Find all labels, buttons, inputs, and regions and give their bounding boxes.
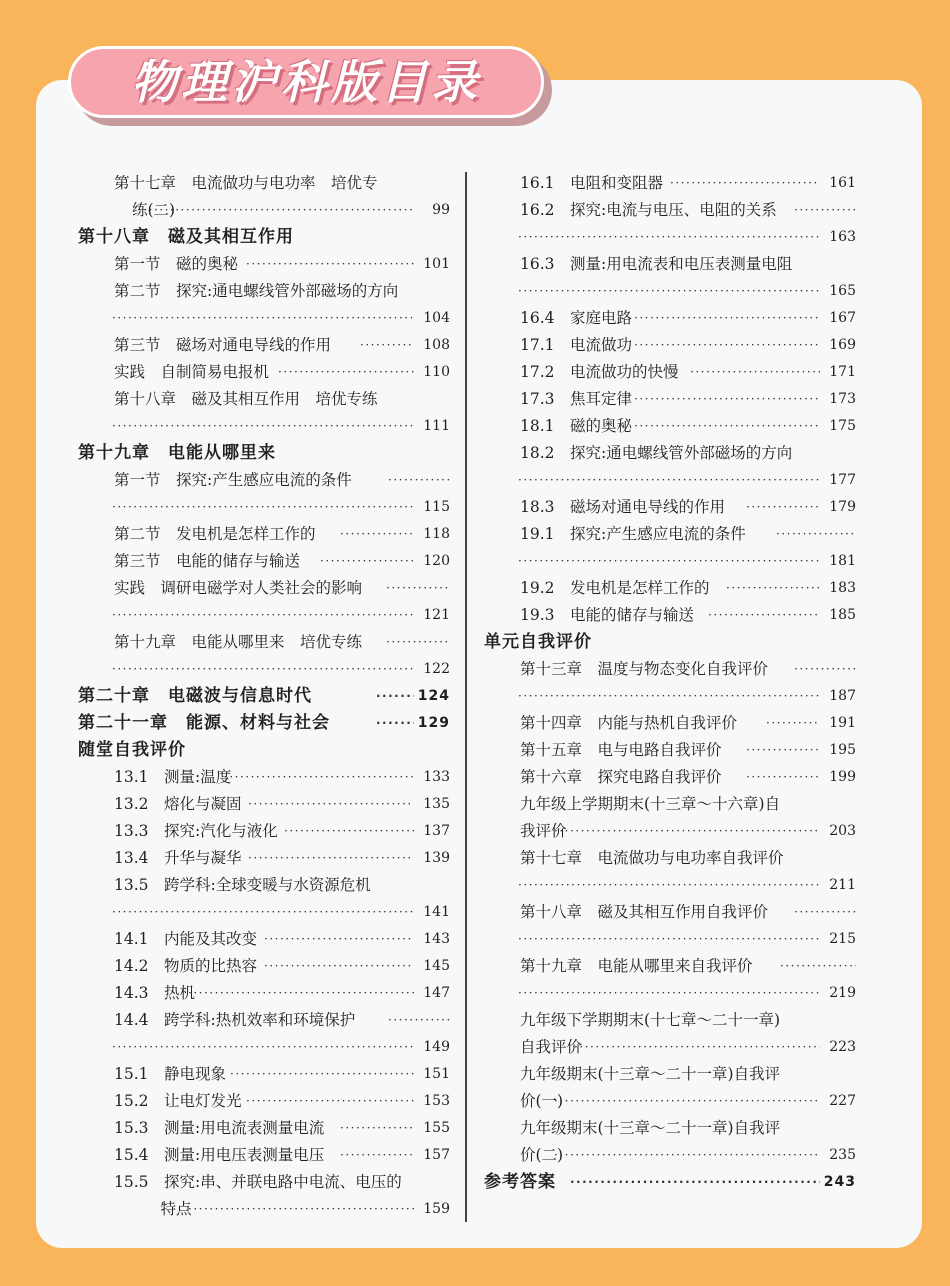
- toc-leader-dots: [246, 251, 414, 278]
- toc-entry[interactable]: [78, 899, 450, 926]
- toc-page-number: 181: [829, 553, 856, 569]
- toc-entry[interactable]: [114, 575, 450, 602]
- toc-entry[interactable]: [520, 494, 856, 521]
- toc-right-column: [484, 170, 856, 1196]
- toc-entry[interactable]: [114, 386, 450, 413]
- toc-entry-title: 14.2 物质的比热容: [114, 957, 258, 975]
- title-banner: [68, 46, 554, 128]
- toc-entry[interactable]: [114, 170, 450, 197]
- toc-entry[interactable]: [520, 737, 856, 764]
- toc-leader-dots: [746, 494, 820, 521]
- toc-leader-dots: [518, 278, 820, 305]
- toc-leader-dots: [264, 953, 414, 980]
- toc-leader-dots: [554, 1142, 820, 1169]
- toc-leader-dots: [320, 548, 414, 575]
- toc-page-number: 139: [423, 850, 450, 866]
- toc-leader-dots: [518, 926, 820, 953]
- toc-entry-title: 自我评价: [520, 1038, 583, 1056]
- toc-entry[interactable]: [132, 197, 450, 224]
- toc-page-number: 149: [423, 1039, 450, 1055]
- toc-entry-title: 18.3 磁场对通电导线的作用: [520, 498, 726, 516]
- toc-entry-title: 13.5 跨学科:全球变暖与水资源危机: [114, 876, 371, 894]
- toc-entry[interactable]: [484, 683, 856, 710]
- toc-entry[interactable]: [520, 1142, 856, 1169]
- toc-entry-title: 单元自我评价: [484, 632, 592, 652]
- toc-entry-title: 第一节 探究:产生感应电流的条件: [114, 471, 352, 489]
- toc-leader-dots: [554, 1088, 820, 1115]
- toc-page-number: 104: [423, 310, 450, 326]
- toc-page-number: 101: [423, 256, 450, 272]
- toc-entry[interactable]: [114, 1115, 450, 1142]
- toc-entry[interactable]: [78, 1034, 450, 1061]
- toc-leader-dots: [518, 467, 820, 494]
- toc-entry-title: 第十九章 电能从哪里来自我评价: [520, 957, 753, 975]
- toc-entry[interactable]: [520, 305, 856, 332]
- toc-page-number: 179: [829, 499, 856, 515]
- toc-leader-dots: [248, 791, 414, 818]
- toc-page-number: 163: [829, 229, 856, 245]
- toc-entry-title: 17.2 电流做功的快慢: [520, 363, 679, 381]
- toc-page-number: 137: [423, 823, 450, 839]
- toc-page-number: 110: [423, 364, 450, 380]
- toc-entry[interactable]: [520, 197, 856, 224]
- toc-page-number: 124: [417, 688, 450, 704]
- toc-entry-title: 九年级上学期期末(十三章～十六章)自: [520, 795, 781, 813]
- toc-entry[interactable]: [114, 1088, 450, 1115]
- toc-leader-dots: [340, 1115, 414, 1142]
- toc-leader-dots: [388, 1007, 450, 1034]
- toc-entry-title: 13.1 测量:温度: [114, 768, 232, 786]
- toc-entry[interactable]: [520, 953, 856, 980]
- toc-entry[interactable]: [114, 791, 450, 818]
- toc-page-number: 133: [423, 769, 450, 785]
- toc-leader-dots: [138, 197, 414, 224]
- toc-entry[interactable]: [520, 1034, 856, 1061]
- toc-section-heading[interactable]: [78, 683, 450, 710]
- toc-leader-dots: [188, 1196, 414, 1223]
- toc-page-number: 223: [829, 1039, 856, 1055]
- toc-entry-title: 第十八章 磁及其相互作用: [78, 227, 294, 247]
- toc-leader-dots: [340, 1142, 414, 1169]
- toc-entry-title: 第二节 探究:通电螺线管外部磁场的方向: [114, 282, 399, 300]
- toc-entry-title: 第十九章 电能从哪里来 培优专练: [114, 633, 363, 651]
- toc-entry-title: 13.3 探究:汽化与液化: [114, 822, 278, 840]
- toc-entry[interactable]: [114, 548, 450, 575]
- toc-entry-title: 13.4 升华与凝华: [114, 849, 242, 867]
- toc-page-number: 153: [423, 1093, 450, 1109]
- toc-leader-dots: [246, 1088, 414, 1115]
- toc-entry-title: 17.1 电流做功: [520, 336, 633, 354]
- toc-page-number: 215: [829, 931, 856, 947]
- toc-entry-title: 价(一): [520, 1092, 564, 1110]
- toc-page-number: 135: [423, 796, 450, 812]
- toc-entry-title: 15.1 静电现象: [114, 1065, 227, 1083]
- toc-entry[interactable]: [114, 1142, 450, 1169]
- toc-page-number: 177: [829, 472, 856, 488]
- toc-entry-title: 九年级期末(十三章～二十一章)自我评: [520, 1065, 781, 1083]
- toc-page-number: 108: [423, 337, 450, 353]
- toc-leader-dots: [388, 467, 450, 494]
- toc-page-number: 173: [829, 391, 856, 407]
- page-title: 物理沪科版目录: [131, 55, 481, 109]
- toc-page-number: 199: [829, 769, 856, 785]
- toc-leader-dots: [570, 1169, 820, 1196]
- toc-entry-title: 15.4 测量:用电压表测量电压: [114, 1146, 325, 1164]
- toc-leader-dots: [188, 980, 414, 1007]
- toc-entry-title: 第三节 电能的储存与输送: [114, 552, 301, 570]
- toc-page-number: 171: [829, 364, 856, 380]
- toc-entry[interactable]: [78, 602, 450, 629]
- toc-entry-title: 15.2 让电灯发光: [114, 1092, 242, 1110]
- toc-leader-dots: [574, 1034, 820, 1061]
- toc-leader-dots: [264, 926, 414, 953]
- toc-entry-title: 第十四章 内能与热机自我评价: [520, 714, 738, 732]
- toc-entry-title: 第十七章 电流做功与电功率自我评价: [520, 849, 784, 867]
- toc-page-number: 159: [423, 1201, 450, 1217]
- toc-entry-title: 第三节 磁场对通电导线的作用: [114, 336, 332, 354]
- toc-page-number: 203: [829, 823, 856, 839]
- toc-entry[interactable]: [114, 332, 450, 359]
- toc-entry[interactable]: [520, 386, 856, 413]
- toc-leader-dots: [112, 305, 414, 332]
- toc-entry[interactable]: [114, 1196, 450, 1223]
- toc-page-number: 187: [829, 688, 856, 704]
- toc-entry-title: 14.1 内能及其改变: [114, 930, 258, 948]
- toc-entry[interactable]: [484, 467, 856, 494]
- toc-section-heading[interactable]: [484, 1169, 856, 1196]
- toc-page-number: 99: [432, 202, 450, 218]
- toc-entry-title: 九年级期末(十三章～二十一章)自我评: [520, 1119, 781, 1137]
- toc-page-number: 169: [829, 337, 856, 353]
- toc-page-number: 151: [423, 1066, 450, 1082]
- toc-page-number: 211: [829, 877, 856, 893]
- toc-page-number: 219: [829, 985, 856, 1001]
- toc-leader-dots: [112, 899, 414, 926]
- toc-entry[interactable]: [520, 764, 856, 791]
- toc-entry-title: 第十七章 电流做功与电功率 培优专: [114, 174, 378, 192]
- toc-entry-title: 特点: [114, 1200, 192, 1218]
- toc-entry-title: 第十八章 磁及其相互作用自我评价: [520, 903, 769, 921]
- toc-entry[interactable]: [78, 494, 450, 521]
- toc-entry[interactable]: [114, 818, 450, 845]
- toc-entry[interactable]: [114, 764, 450, 791]
- toc-entry[interactable]: [520, 1007, 856, 1034]
- toc-entry-title: 14.4 跨学科:热机效率和环境保护: [114, 1011, 356, 1029]
- toc-entry-title: 实践 调研电磁学对人类社会的影响: [114, 579, 363, 597]
- toc-page-number: 122: [423, 661, 450, 677]
- toc-entry[interactable]: [78, 413, 450, 440]
- toc-entry[interactable]: [520, 791, 856, 818]
- toc-entry-title: 第一节 磁的奥秘: [114, 255, 239, 273]
- toc-entry-title: 我评价: [520, 822, 567, 840]
- toc-entry[interactable]: [520, 332, 856, 359]
- toc-entry-title: 16.1 电阻和变阻器: [520, 174, 664, 192]
- toc-entry[interactable]: [520, 602, 856, 629]
- toc-page-number: 120: [423, 553, 450, 569]
- toc-leader-dots: [554, 818, 820, 845]
- toc-leader-dots: [518, 224, 820, 251]
- toc-entry[interactable]: [520, 1061, 856, 1088]
- toc-page-number: 155: [423, 1120, 450, 1136]
- toc-leader-dots: [112, 656, 414, 683]
- toc-entry-title: 第二十章 电磁波与信息时代: [78, 686, 312, 706]
- toc-entry[interactable]: [114, 872, 450, 899]
- toc-leader-dots: [376, 683, 414, 710]
- toc-leader-dots: [518, 980, 820, 1007]
- toc-entry[interactable]: [520, 710, 856, 737]
- toc-entry[interactable]: [114, 953, 450, 980]
- toc-entry-title: 第十六章 探究电路自我评价: [520, 768, 722, 786]
- toc-leader-dots: [794, 899, 856, 926]
- toc-entry[interactable]: [484, 224, 856, 251]
- toc-entry[interactable]: [114, 1007, 450, 1034]
- toc-entry[interactable]: [520, 440, 856, 467]
- toc-leader-dots: [726, 575, 820, 602]
- toc-leader-dots: [386, 575, 450, 602]
- toc-leader-dots: [224, 764, 414, 791]
- toc-leader-dots: [518, 872, 820, 899]
- toc-entry[interactable]: [484, 926, 856, 953]
- toc-entry[interactable]: [520, 1088, 856, 1115]
- toc-leader-dots: [248, 845, 414, 872]
- toc-leader-dots: [746, 764, 820, 791]
- toc-leader-dots: [278, 359, 414, 386]
- toc-entry[interactable]: [78, 656, 450, 683]
- toc-left-column: [78, 170, 450, 1223]
- toc-page-number: 121: [423, 607, 450, 623]
- toc-entry-title: 15.3 测量:用电流表测量电流: [114, 1119, 325, 1137]
- toc-entry[interactable]: [114, 629, 450, 656]
- toc-entry[interactable]: [520, 359, 856, 386]
- toc-leader-dots: [634, 305, 820, 332]
- toc-entry-title: 16.4 家庭电路: [520, 309, 633, 327]
- toc-entry[interactable]: [114, 359, 450, 386]
- toc-leader-dots: [284, 818, 414, 845]
- toc-leader-dots: [112, 602, 414, 629]
- toc-entry-title: 第二节 发电机是怎样工作的: [114, 525, 316, 543]
- toc-section-heading[interactable]: [78, 440, 450, 467]
- toc-leader-dots: [670, 170, 820, 197]
- toc-leader-dots: [376, 710, 414, 737]
- toc-page-number: 227: [829, 1093, 856, 1109]
- toc-entry-title: 16.2 探究:电流与电压、电阻的关系: [520, 201, 777, 219]
- toc-entry[interactable]: [520, 575, 856, 602]
- toc-page-number: 165: [829, 283, 856, 299]
- toc-entry-title: 19.3 电能的储存与输送: [520, 606, 695, 624]
- column-divider: [465, 172, 467, 1222]
- toc-entry[interactable]: [114, 980, 450, 1007]
- toc-entry-title: 九年级下学期期末(十七章～二十一章): [520, 1011, 781, 1029]
- toc-leader-dots: [360, 332, 414, 359]
- toc-entry[interactable]: [114, 845, 450, 872]
- toc-entry[interactable]: [114, 1169, 450, 1196]
- toc-leader-dots: [794, 656, 856, 683]
- toc-leader-dots: [690, 359, 820, 386]
- toc-page-number: 161: [829, 175, 856, 191]
- toc-page-number: 157: [423, 1147, 450, 1163]
- toc-entry[interactable]: [114, 926, 450, 953]
- toc-entry[interactable]: [484, 548, 856, 575]
- toc-entry[interactable]: [114, 467, 450, 494]
- toc-section-heading[interactable]: [484, 629, 856, 656]
- toc-entry-title: 第二十一章 能源、材料与社会: [78, 713, 330, 733]
- toc-entry-title: 19.1 探究:产生感应电流的条件: [520, 525, 746, 543]
- toc-leader-dots: [518, 548, 820, 575]
- toc-entry-title: 18.1 磁的奥秘: [520, 417, 633, 435]
- toc-page-number: 195: [829, 742, 856, 758]
- toc-entry-title: 练(二): [132, 201, 176, 219]
- toc-entry-title: 实践 自制简易电报机: [114, 363, 270, 381]
- toc-entry[interactable]: [520, 251, 856, 278]
- toc-entry[interactable]: [520, 845, 856, 872]
- toc-leader-dots: [386, 629, 450, 656]
- toc-entry[interactable]: [484, 980, 856, 1007]
- toc-leader-dots: [112, 1034, 414, 1061]
- toc-entry-title: 随堂自我评价: [78, 740, 186, 760]
- toc-entry[interactable]: [520, 818, 856, 845]
- toc-page-number: 145: [423, 958, 450, 974]
- toc-page-number: 129: [417, 715, 450, 731]
- toc-leader-dots: [634, 386, 820, 413]
- toc-entry-title: 18.2 探究:通电螺线管外部磁场的方向: [520, 444, 793, 462]
- toc-page-number: 111: [423, 418, 450, 434]
- toc-leader-dots: [518, 683, 820, 710]
- toc-page-number: 118: [423, 526, 450, 542]
- toc-page-number: 175: [829, 418, 856, 434]
- toc-page-number: 185: [829, 607, 856, 623]
- toc-entry-title: 第十九章 电能从哪里来: [78, 443, 276, 463]
- toc-leader-dots: [708, 602, 820, 629]
- toc-page-number: 191: [829, 715, 856, 731]
- toc-entry[interactable]: [114, 278, 450, 305]
- toc-leader-dots: [112, 413, 414, 440]
- toc-page-number: 143: [423, 931, 450, 947]
- toc-entry-title: 价(二): [520, 1146, 564, 1164]
- toc-entry[interactable]: [520, 656, 856, 683]
- toc-entry-title: 参考答案: [484, 1172, 556, 1192]
- toc-leader-dots: [780, 953, 856, 980]
- toc-page-number: 141: [423, 904, 450, 920]
- toc-leader-dots: [634, 332, 820, 359]
- toc-leader-dots: [230, 1061, 414, 1088]
- toc-entry-title: 16.3 测量:用电流表和电压表测量电阻: [520, 255, 793, 273]
- toc-entry-title: 13.2 熔化与凝固: [114, 795, 242, 813]
- toc-leader-dots: [746, 737, 820, 764]
- toc-entry-title: 第十三章 温度与物态变化自我评价: [520, 660, 769, 678]
- toc-entry-title: 第十八章 磁及其相互作用 培优专练: [114, 390, 378, 408]
- toc-leader-dots: [794, 197, 856, 224]
- toc-section-heading[interactable]: [78, 224, 450, 251]
- toc-entry-title: 14.3 热机: [114, 984, 196, 1002]
- toc-leader-dots: [766, 710, 820, 737]
- toc-entry-title: 15.5 探究:串、并联电路中电流、电压的: [114, 1173, 402, 1191]
- toc-entry[interactable]: [520, 521, 856, 548]
- toc-page-number: 167: [829, 310, 856, 326]
- toc-entry[interactable]: [114, 1061, 450, 1088]
- toc-leader-dots: [112, 494, 414, 521]
- toc-leader-dots: [340, 521, 414, 548]
- toc-entry-title: 19.2 发电机是怎样工作的: [520, 579, 710, 597]
- toc-page-number: 235: [829, 1147, 856, 1163]
- toc-entry-title: 17.3 焦耳定律: [520, 390, 633, 408]
- toc-entry-title: 第十五章 电与电路自我评价: [520, 741, 722, 759]
- toc-section-heading[interactable]: [78, 710, 450, 737]
- toc-entry[interactable]: [78, 305, 450, 332]
- toc-page-number: 147: [423, 985, 450, 1001]
- toc-entry[interactable]: [484, 872, 856, 899]
- toc-entry[interactable]: [520, 413, 856, 440]
- toc-page-number: 243: [823, 1174, 856, 1190]
- toc-entry[interactable]: [484, 278, 856, 305]
- toc-leader-dots: [634, 413, 820, 440]
- toc-section-heading[interactable]: [78, 737, 450, 764]
- toc-entry[interactable]: [520, 170, 856, 197]
- toc-page-number: 183: [829, 580, 856, 596]
- toc-page-number: 115: [423, 499, 450, 515]
- toc-entry[interactable]: [114, 521, 450, 548]
- toc-leader-dots: [776, 521, 856, 548]
- toc-entry[interactable]: [520, 899, 856, 926]
- toc-entry[interactable]: [114, 251, 450, 278]
- toc-entry[interactable]: [520, 1115, 856, 1142]
